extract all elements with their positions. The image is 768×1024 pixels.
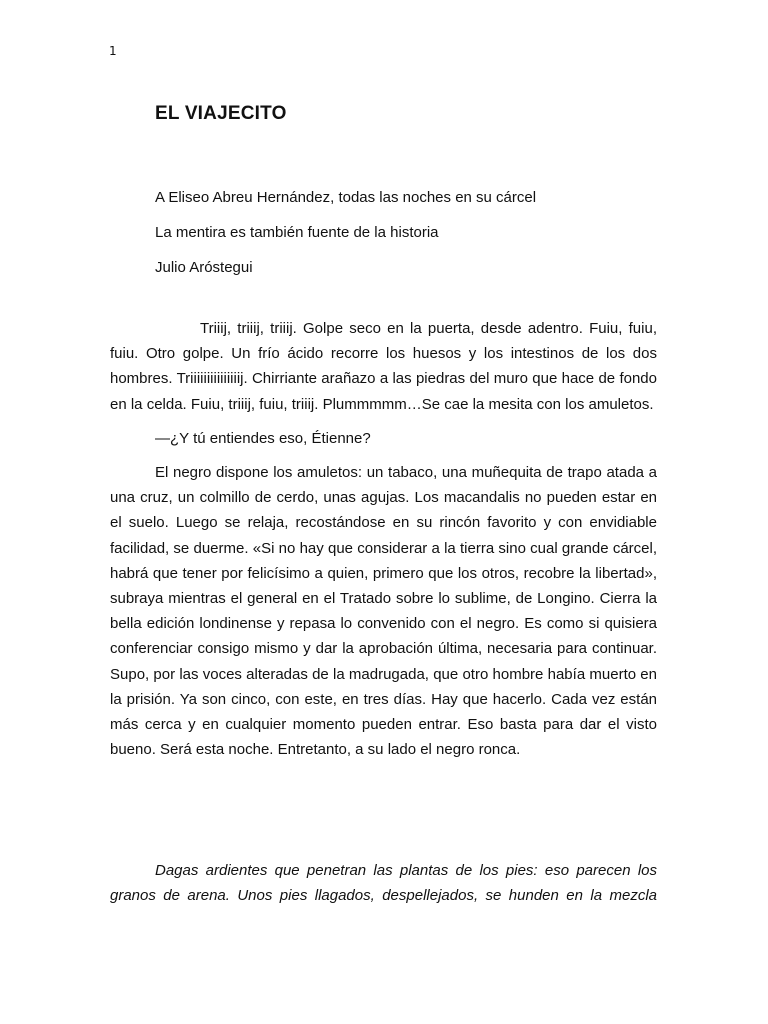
italic-section xyxy=(110,858,657,908)
paragraph: El negro dispone los amuletos: un tabaco, una muñequita de trapo atada a una cruz, un colmillo de cerdo, unas agujas. Los macandalis no pueden estar en el suelo. Luego se relaja, recostándose en su rincón favorito y con envidiable facilidad, se duerme. «Si no hay que considerar a la tierra sino cual grande cárcel, habrá que tener por felicísimo a quien, primero que los otros, recobre la libertad», subraya mientras el general en el Tratado sobre lo sublime, de Longino. Cierra la bella edición londinense y repasa lo convenido con el negro. Es como si quisiera conferenciar consigo mismo y dar la aprobación última, necesaria para continuar. Supo, por las voces alteradas de la madrugada, que otro hombre había muerto en la prisión. Ya son cinco, con este, en tres días. Hay que hacerlo. Cada vez están más cerca y en cualquier momento pueden entrar. Eso basta para dar el visto bueno. Será esta noche. Entretanto, a su lado el negro ronca. xyxy=(110,464,657,759)
dedication-line: A Eliseo Abreu Hernández, todas las noches en su cárcel xyxy=(155,189,537,206)
chapter-title: EL VIAJECITO xyxy=(155,103,287,124)
paragraph: Triiij, triiij, triiij. Golpe seco en la puerta, desde adentro. Fuiu, fuiu, fuiu. Otro golpe. Un frío ácido recorre los huesos y los intestinos de los dos hombres. Triiiiiiiiiiiiiiij. Chirriante arañazo a las piedras del muro que hace de fondo en la celda. Fuiu, triiij, fuiu, triiij. Plummmmm…Se cae la mesita con los amuletos. xyxy=(110,320,657,413)
epigraph-quote: La mentira es también fuente de la historia xyxy=(155,224,439,241)
italic-paragraph: Dagas ardientes que penetran las plantas de los pies: eso parecen los granos de arena. Unos pies llagados, despellejados, se hunden en la mezcla xyxy=(110,862,657,905)
dialogue-line: —¿Y tú entiendes eso, Étienne? xyxy=(155,429,371,447)
epigraph-author: Julio Aróstegui xyxy=(155,259,253,276)
dedication-block xyxy=(155,180,536,285)
page-number: 1 xyxy=(109,44,117,58)
body-text xyxy=(110,316,657,762)
